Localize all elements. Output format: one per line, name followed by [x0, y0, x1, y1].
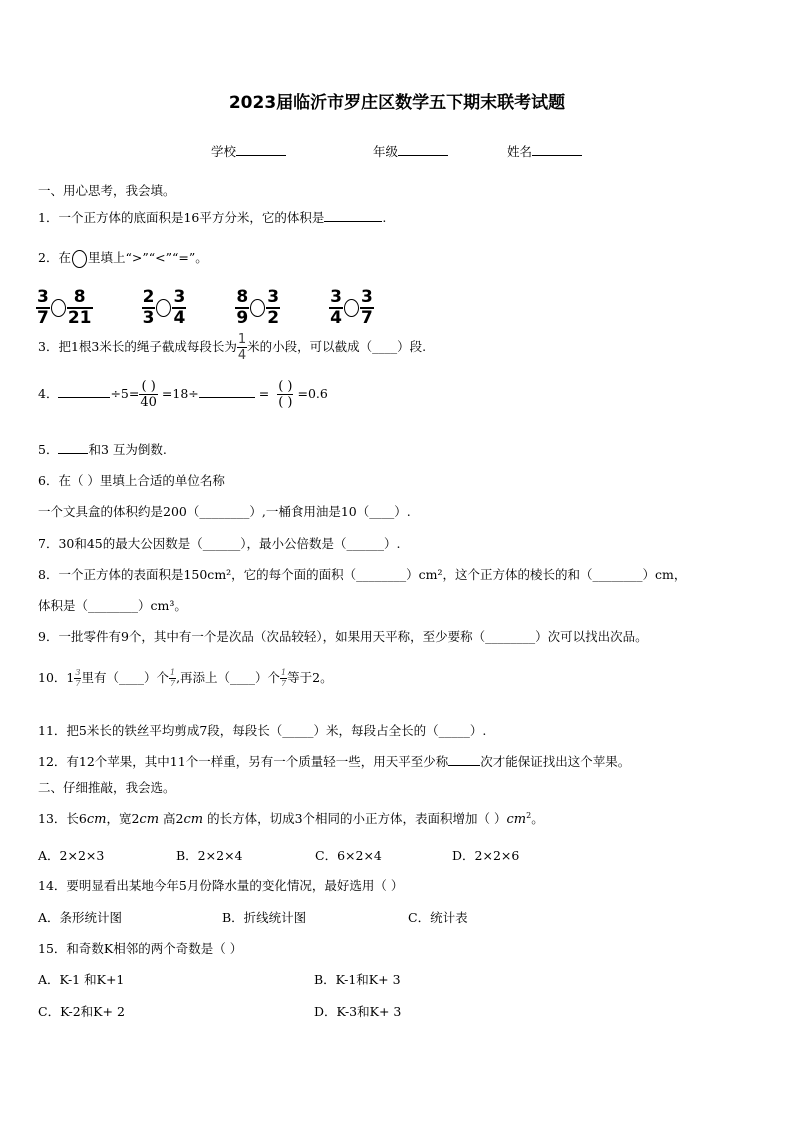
option-d[interactable]: D．K-3和K+ 3	[314, 1004, 402, 1019]
question-10: 10．1 $\frac{3}{7}$ 里有（____）个 $\frac{1}{7}$ ,再添上（____）个 $\frac{1}{7}$ 等于2。	[38, 668, 333, 688]
comparison-item: $\frac{3}{4}$ $\frac{3}{7}$	[330, 287, 373, 328]
comparison-item: $\frac{2}{3}$ $\frac{3}{4}$	[142, 287, 186, 328]
grade-blank[interactable]	[398, 155, 448, 156]
option-c[interactable]: C．统计表	[408, 910, 468, 925]
comparison-item: $\frac{8}{9}$ $\frac{3}{2}$	[236, 287, 280, 328]
page-title: 2023届临沂市罗庄区数学五下期末联考试题	[228, 93, 566, 113]
question-8: 8．一个正方体的表面积是150cm²，它的每个面的面积（________）cm²，这个正方体的棱长的和（________）cm，	[38, 567, 687, 582]
school-blank[interactable]	[236, 155, 286, 156]
name-field[interactable]	[507, 142, 582, 160]
option-c[interactable]: C．6×2×4	[315, 848, 382, 863]
answer-blank[interactable]	[448, 765, 480, 766]
question-9: 9．一批零件有9个，其中有一个是次品（次品较轻），如果用天平称，至少要称（________）次可以找出次品。	[38, 629, 648, 644]
question-14: 14．要明显看出某地今年5月份降水量的变化情况，最好选用（ ）	[38, 878, 404, 893]
answer-blank[interactable]	[199, 397, 255, 398]
compare-circle[interactable]	[344, 299, 359, 317]
option-b[interactable]: B．折线统计图	[222, 910, 307, 925]
compare-circle[interactable]	[250, 299, 265, 317]
question-5: 5． 和3 互为倒数.	[38, 442, 167, 457]
option-b[interactable]: B．K-1和K+ 3	[314, 972, 401, 987]
name-blank[interactable]	[532, 155, 582, 156]
question-1: 1．一个正方体的底面积是16平方分米，它的体积是 .	[38, 210, 387, 225]
option-a[interactable]: A．条形统计图	[38, 910, 123, 925]
section-heading-two: 二、仔细推敲，我会选。	[38, 780, 176, 795]
question-2: 2．在 里填上“>”“<”“=”。	[38, 248, 208, 268]
comparison-row	[36, 287, 418, 327]
question-6: 6．在（ ）里填上合适的单位名称	[38, 473, 225, 488]
circle-icon	[72, 250, 87, 268]
option-c[interactable]: C．K-2和K+ 2	[38, 1004, 125, 1019]
answer-blank[interactable]	[324, 221, 382, 222]
answer-blank[interactable]	[58, 453, 88, 454]
question-3: 3．把1根3米长的绳子截成每段长为 $\frac{1}{4}$ 米的小段，可以截成（____）段.	[38, 332, 427, 363]
question-6-sub: 一个文具盒的体积约是200（________）,一桶食用油是10（____）.	[38, 504, 411, 519]
answer-blank[interactable]	[58, 397, 110, 398]
grade-label: 年级	[373, 144, 399, 159]
school-field[interactable]	[211, 142, 286, 160]
question-13: 13．长6cm，宽2cm 高2cm 的长方体，切成3个相同的小正方体，表面积增加（ ）$cm^2$。	[38, 810, 544, 827]
name-label: 姓名	[507, 144, 533, 159]
compare-circle[interactable]	[156, 299, 171, 317]
question-8-sub: 体积是（________）cm³。	[38, 598, 187, 613]
comparison-item: $\frac{3}{7}$ $\frac{8}{21}$	[37, 287, 92, 328]
compare-circle[interactable]	[51, 299, 66, 317]
section-heading-one: 一、用心思考，我会填。	[38, 183, 176, 198]
option-d[interactable]: D．2×2×6	[452, 848, 520, 863]
option-a[interactable]: A．2×2×3	[38, 848, 105, 863]
question-7: 7．30和45的最大公因数是（______），最小公倍数是（______）.	[38, 536, 401, 551]
question-11: 11．把5米长的铁丝平均剪成7段，每段长（_____）米，每段占全长的（_____）.	[38, 723, 487, 738]
option-a[interactable]: A．K-1 和K+1	[38, 972, 125, 987]
question-4: 4． ÷5= $\frac{( )}{40}$ =18÷ = $\frac{( )}{( )}$ =0.6	[38, 379, 328, 410]
grade-field[interactable]	[373, 142, 448, 160]
school-label: 学校	[211, 144, 237, 159]
option-b[interactable]: B．2×2×4	[176, 848, 243, 863]
question-15: 15．和奇数K相邻的两个奇数是（ ）	[38, 941, 243, 956]
question-12: 12．有12个苹果，其中11个一样重，另有一个质量轻一些，用天平至少称 次才能保证找出这个苹果。	[38, 754, 631, 769]
